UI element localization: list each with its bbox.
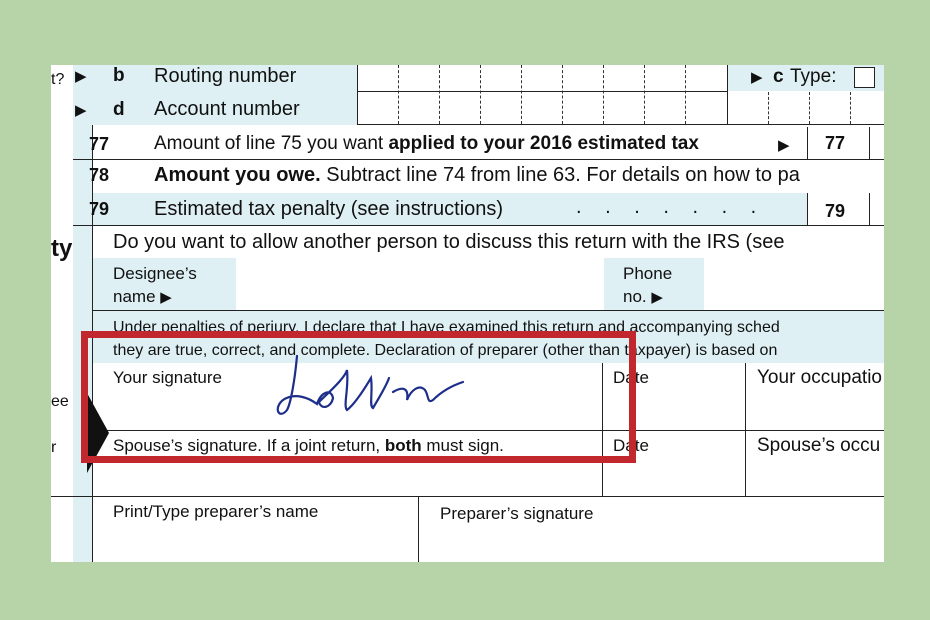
account-extra-boxes xyxy=(727,91,884,125)
arrow-right-icon: ▶ xyxy=(75,102,87,119)
line78-text: Amount you owe. Subtract line 74 from line 63. For details on how to pa xyxy=(154,164,800,186)
your-signature-label: Your signature xyxy=(113,368,223,387)
digit-boxes-area xyxy=(357,65,727,125)
line-number-77: 77 xyxy=(89,134,110,154)
arrow-right-icon: ▶ xyxy=(651,289,663,306)
designee-name-label: name ▶ xyxy=(113,287,172,306)
date-label: Date xyxy=(613,436,649,455)
preparer-name-label: Print/Type preparer’s name xyxy=(113,502,319,521)
spouse-signature-label: Spouse’s signature. If a joint return, both must sign. xyxy=(113,436,504,455)
arrow-right-icon: ▶ xyxy=(778,137,790,154)
declaration-statement: they are true, correct, and complete. Declaration of preparer (other than taxpayer) is based on xyxy=(113,342,778,359)
line-number-79: 79 xyxy=(89,199,110,219)
type-label: Type: xyxy=(790,66,837,87)
designee-label: Designee’s xyxy=(113,264,197,283)
phone-number-field[interactable] xyxy=(704,258,884,310)
leader-dots: . . . . . . . xyxy=(576,196,766,218)
line79-box-number: 79 xyxy=(825,201,846,221)
spouse-occupation-label: Spouse’s occu xyxy=(757,435,881,456)
routing-number-label: Routing number xyxy=(154,65,297,87)
type-checkbox[interactable] xyxy=(854,67,875,88)
line-letter-d: d xyxy=(113,99,125,120)
preparer-signature-label: Preparer’s signature xyxy=(440,504,594,523)
type-letter-c: c xyxy=(773,66,784,87)
phone-no-label: no. ▶ xyxy=(623,287,663,306)
designee-name-field[interactable] xyxy=(236,258,604,310)
penalties-statement: Under penalties of perjury, I declare that I have examined this return and accompanying sched xyxy=(113,319,780,336)
line77-box-number: 77 xyxy=(825,133,846,153)
cropped-side-fragment: r xyxy=(51,439,57,456)
tax-form-excerpt xyxy=(51,65,884,562)
cropped-side-fragment: ee xyxy=(51,393,69,410)
line-number-78: 78 xyxy=(89,165,110,185)
occupation-label: Your occupatio xyxy=(757,367,883,388)
section-side-label: ty xyxy=(51,235,73,262)
signature-highlight-box xyxy=(81,331,636,463)
arrow-right-icon: ▶ xyxy=(75,68,87,85)
third-party-question: Do you want to allow another person to discuss this return with the IRS (see xyxy=(113,231,785,253)
date-label: Date xyxy=(613,368,649,387)
arrow-right-icon: ▶ xyxy=(160,289,172,306)
line77-text: Amount of line 75 you want applied to your 2016 estimated tax xyxy=(154,133,699,154)
arrow-right-icon: ▶ xyxy=(751,69,763,86)
cropped-question-fragment: t? xyxy=(51,71,65,88)
phone-label: Phone xyxy=(623,264,673,283)
account-number-label: Account number xyxy=(154,98,300,120)
line79-text: Estimated tax penalty (see instructions) xyxy=(154,198,504,220)
line-letter-b: b xyxy=(113,65,125,86)
